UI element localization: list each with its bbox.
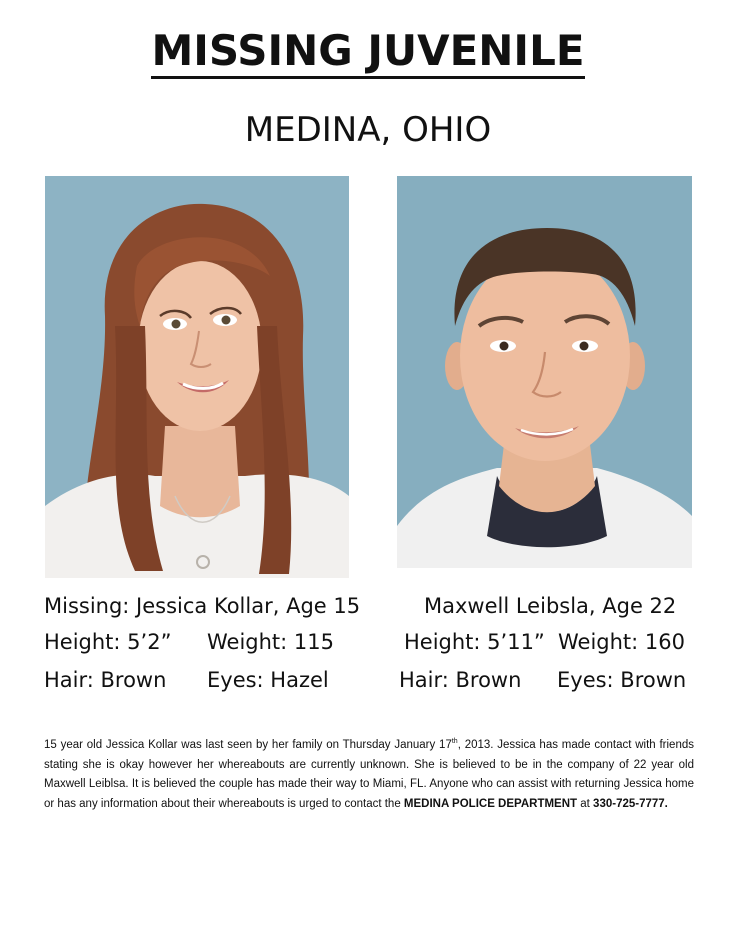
person2-weight: Weight: 160: [558, 630, 685, 654]
description-part1: 15 year old Jessica Kollar was last seen by her family on Thursday January 17: [44, 739, 452, 751]
police-department-name: MEDINA POLICE DEPARTMENT: [403, 797, 578, 810]
poster-title-text: MISSING JUVENILE: [151, 26, 584, 79]
portrait-female-illustration: [45, 176, 349, 578]
person1-name-line: Missing: Jessica Kollar, Age 15: [44, 594, 361, 618]
police-phone-number: 330-725-7777.: [593, 797, 668, 810]
photo-jessica-kollar: [45, 176, 349, 578]
portrait-male-illustration: [397, 176, 692, 568]
description-part2: , 2013. Jessica has made contact with friends stating she is okay however her whereabouts are currently unknown. She is believed to be in the company of 22 year old Maxwell Leiblsa. It is believed the couple has made their way to Miami, FL. Anyone who can assist with returning Jessica home or has any information about their whereabouts is urged to contact the: [44, 739, 694, 810]
person1-eyes: Eyes: Hazel: [207, 668, 329, 692]
description-paragraph: [44, 736, 694, 814]
description-superscript: th: [451, 738, 458, 746]
person2-hair: Hair: Brown: [399, 668, 522, 692]
photo-maxwell-leibsla: [397, 176, 692, 568]
person2-name-line: Maxwell Leibsla, Age 22: [424, 594, 677, 618]
person2-height: Height: 5’11”: [404, 630, 545, 654]
person1-height: Height: 5’2”: [44, 630, 172, 654]
description-part3: at: [577, 797, 594, 810]
person2-eyes: Eyes: Brown: [557, 668, 687, 692]
person1-weight: Weight: 115: [207, 630, 334, 654]
poster-location: MEDINA, OHIO: [244, 110, 492, 150]
person1-hair: Hair: Brown: [44, 668, 167, 692]
poster-title: [0, 26, 736, 79]
